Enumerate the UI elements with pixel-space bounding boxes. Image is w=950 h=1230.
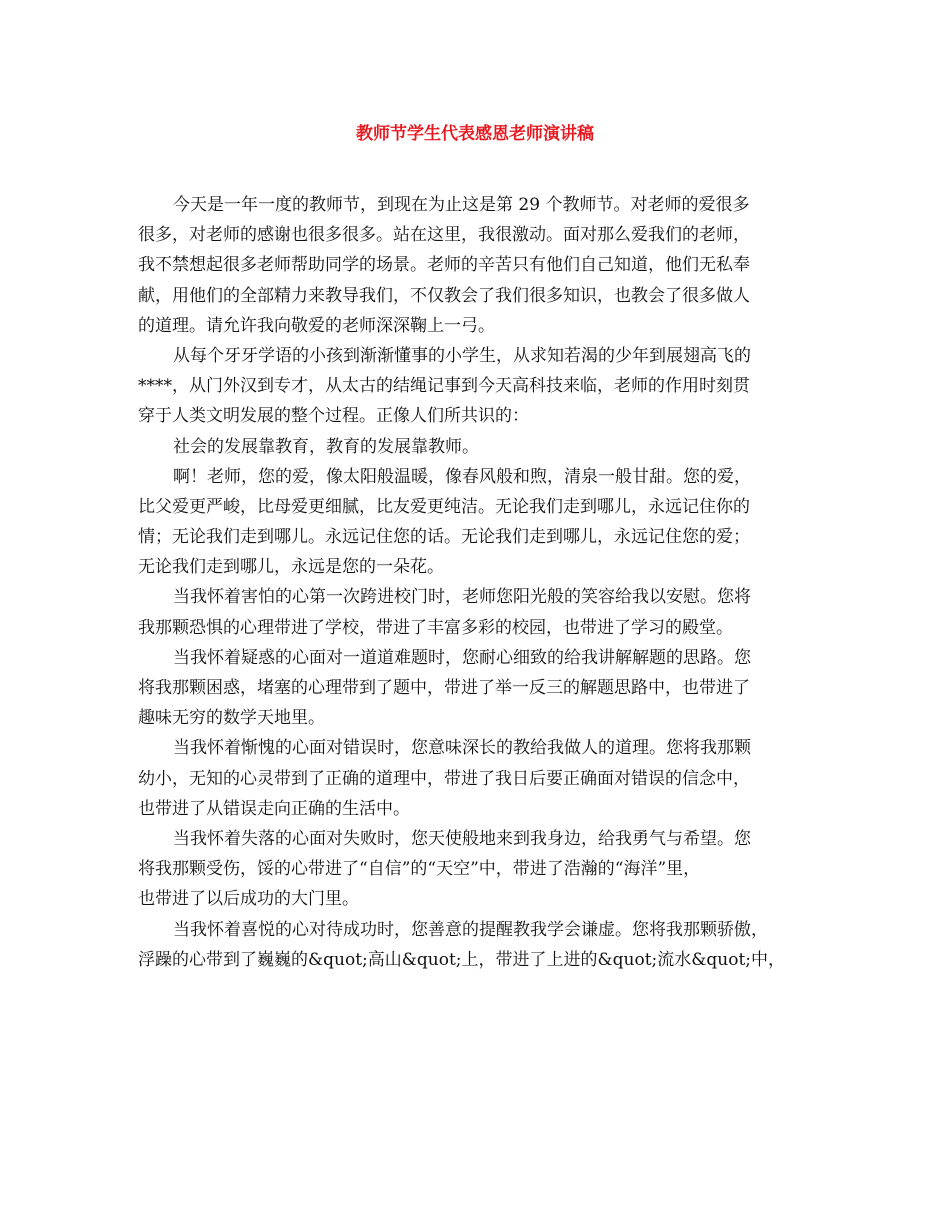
text-line: 情；无论我们走到哪儿。永远记住您的话。无论我们走到哪儿，永远记住您的爱； — [138, 527, 750, 548]
text-line: 当我怀着惭愧的心面对错误时，您意味深长的教给我做人的道理。您将我那颗 — [173, 738, 751, 759]
text-line: 当我怀着喜悦的心对待成功时，您善意的提醒教我学会谦虚。您将我那颗骄傲， — [173, 919, 768, 940]
text-line: 献，用他们的全部精力来教导我们，不仅教会了我们很多知识，也教会了很多做人 — [138, 285, 750, 306]
text-line: 当我怀着失落的心面对失败时，您天使般地来到我身边，给我勇气与希望。您 — [173, 828, 751, 849]
document-title: 教师节学生代表感恩老师演讲稿 — [356, 124, 594, 144]
text-line: 当我怀着疑惑的心面对一道道难题时，您耐心细致的给我讲解解题的思路。您 — [173, 647, 751, 668]
text-line: 也带进了以后成功的大门里。 — [138, 889, 359, 910]
text-line: 趣味无穷的数学天地里。 — [138, 708, 325, 729]
text-line: 我那颗恐惧的心理带进了学校，带进了丰富多彩的校园，也带进了学习的殿堂。 — [138, 617, 733, 638]
text-line: 啊！老师，您的爱，像太阳般温暖，像春风般和煦，清泉一般甘甜。您的爱， — [173, 466, 751, 487]
text-line: 比父爱更严峻，比母爱更细腻，比友爱更纯洁。无论我们走到哪儿，永远记住你的 — [138, 496, 750, 517]
text-line: 无论我们走到哪儿，永远是您的一朵花。 — [138, 557, 444, 578]
document-body — [138, 190, 818, 975]
text-line: 当我怀着害怕的心第一次跨进校门时，老师您阳光般的笑容给我以安慰。您将 — [173, 587, 751, 608]
text-line: 的道理。请允许我向敬爱的老师深深鞠上一弓。 — [138, 315, 495, 336]
text-line: 今天是一年一度的教师节，到现在为止这是第 29 个教师节。对老师的爱很多 — [173, 195, 750, 215]
text-line: 很多，对老师的感谢也很多很多。站在这里，我很激动。面对那么爱我们的老师， — [138, 225, 750, 246]
text-line: 将我那颗受伤，馁的心带进了“自信”的“天空”中，带进了浩瀚的“海洋”里， — [138, 859, 701, 880]
text-line: ****，从门外汉到专才，从太古的结绳记事到今天高科技来临，老师的作用时刻贯 — [138, 376, 750, 397]
text-line: 幼小，无知的心灵带到了正确的道理中，带进了我日后要正确面对错误的信念中， — [138, 768, 750, 789]
text-line: 将我那颗困惑，堵塞的心理带到了题中，带进了举一反三的解题思路中，也带进了 — [138, 678, 750, 698]
text-line: 我不禁想起很多老师帮助同学的场景。老师的辛苦只有他们自己知道，他们无私奉 — [138, 255, 750, 276]
text-line: 也带进了从错误走向正确的生活中。 — [138, 798, 410, 819]
text-line: 穿于人类文明发展的整个过程。正像人们所共识的： — [138, 406, 529, 427]
text-line: 从每个牙牙学语的小孩到渐渐懂事的小学生，从求知若渴的少年到展翅高飞的 — [173, 345, 751, 366]
text-line: 社会的发展靠教育，教育的发展靠教师。 — [173, 436, 479, 457]
text-line: 浮躁的心带到了巍巍的&quot;高山&quot;上，带进了上进的&quot;流水&quot;中， — [138, 949, 786, 970]
